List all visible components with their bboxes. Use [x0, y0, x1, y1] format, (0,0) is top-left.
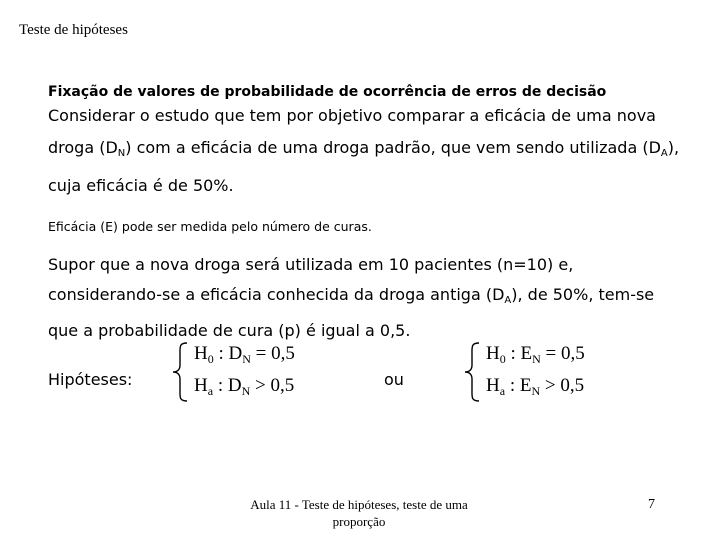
subscript: 0	[207, 352, 214, 366]
subscript: N	[242, 352, 251, 366]
rhs-text: = 0,5	[540, 343, 585, 364]
null-hypothesis	[194, 343, 295, 367]
subscript: 0	[499, 352, 506, 366]
subscript: N	[531, 384, 541, 398]
paragraph-text: ) com a eficácia de uma droga padrão, que vem sendo utilizada (D	[125, 138, 661, 157]
relation-text: : D	[213, 375, 242, 396]
alternative-hypothesis	[486, 375, 584, 399]
subscript: a	[207, 384, 214, 398]
paragraph-text: ), cuja eficácia é de 50%.	[48, 138, 680, 195]
hypothesis-symbol: H	[486, 375, 500, 396]
paragraph-text: ), de 50%, tem-se que a probabilidade de cura (p) é igual a 0,5.	[48, 285, 655, 340]
subscript: N	[241, 384, 251, 398]
paragraph-efficacy: Eficácia (E) pode ser medida pelo número de curas.	[48, 219, 372, 234]
slide-title: Teste de hipóteses	[19, 22, 128, 38]
rhs-text: > 0,5	[250, 375, 295, 396]
subscript: N	[532, 352, 541, 366]
relation-text: : D	[213, 343, 243, 364]
paragraph-text: Considerar o estudo que tem por objetivo comparar a eficácia de uma nova droga (D	[48, 106, 656, 157]
hypothesis-symbol: H	[194, 375, 208, 396]
paragraph-text: Supor que a nova droga será utilizada em 10 pacientes (n=10) e, considerando-se a eficácia conhecida da droga antiga (D	[48, 255, 574, 304]
hypotheses-label: Hipóteses:	[48, 370, 133, 389]
page-number: 7	[648, 497, 655, 512]
left-brace-icon	[462, 341, 482, 403]
rhs-text: > 0,5	[540, 375, 585, 396]
subscript: a	[499, 384, 506, 398]
hypothesis-symbol: H	[194, 343, 208, 364]
subscript: A	[504, 295, 512, 306]
footer-text: Aula 11 - Teste de hipóteses, teste de uma proporção	[250, 497, 468, 529]
subscript: A	[660, 148, 668, 159]
relation-text: : E	[505, 343, 533, 364]
section-heading: Fixação de valores de probabilidade de ocorrência de erros de decisão	[48, 84, 607, 100]
relation-text: : E	[505, 375, 532, 396]
paragraph-study-description	[48, 100, 688, 202]
rhs-text: = 0,5	[250, 343, 295, 364]
left-brace-icon	[170, 341, 190, 403]
paragraph-assumption	[48, 250, 688, 346]
alternative-hypothesis	[194, 375, 294, 399]
null-hypothesis	[486, 343, 585, 367]
hypothesis-symbol: H	[486, 343, 500, 364]
connector-or: ou	[384, 370, 404, 389]
subscript: N	[117, 148, 126, 159]
